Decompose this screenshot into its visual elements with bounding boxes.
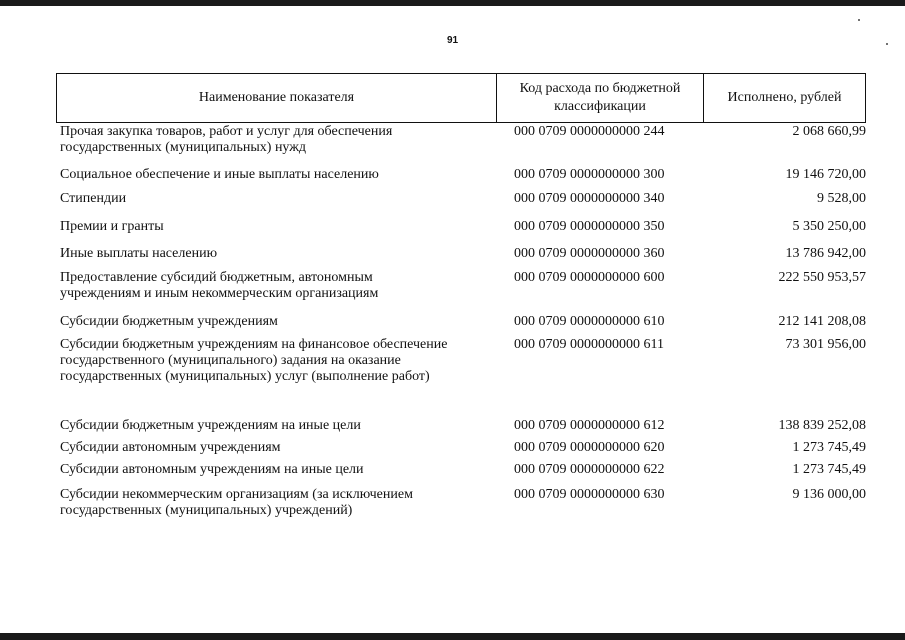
row-code: 000 0709 0000000000 612 xyxy=(514,418,665,433)
row-code: 000 0709 0000000000 340 xyxy=(514,191,665,206)
header-code: Код расхода по бюджетной классификации xyxy=(497,74,704,122)
row-amount: 212 141 208,08 xyxy=(778,314,866,329)
row-code: 000 0709 0000000000 630 xyxy=(514,487,665,502)
row-name: Субсидии бюджетным учреждениям на иные цели xyxy=(60,418,361,433)
row-name: Иные выплаты населению xyxy=(60,246,218,261)
scan-top-border xyxy=(0,0,905,6)
row-name: Субсидии бюджетным учреждениям на финансовое обеспечение государственного (муниципального) задания на оказание государственных (муниципальных) услуг (выполнение работ) xyxy=(60,337,448,384)
row-name: Субсидии некоммерческим организациям (за исключением государственных (муниципальных) учреждений) xyxy=(60,487,413,518)
row-amount: 73 301 956,00 xyxy=(785,337,866,352)
row-code: 000 0709 0000000000 610 xyxy=(514,314,665,329)
row-name: Субсидии автономным учреждениям на иные цели xyxy=(60,462,364,477)
page-number: 91 xyxy=(446,35,459,46)
scan-bottom-border xyxy=(0,633,905,640)
row-code: 000 0709 0000000000 350 xyxy=(514,219,665,234)
row-code: 000 0709 0000000000 360 xyxy=(514,246,665,261)
row-code: 000 0709 0000000000 611 xyxy=(514,337,664,352)
row-amount: 2 068 660,99 xyxy=(792,124,866,139)
row-code: 000 0709 0000000000 300 xyxy=(514,167,665,182)
row-name: Социальное обеспечение и иные выплаты населению xyxy=(60,167,379,182)
row-code: 000 0709 0000000000 244 xyxy=(514,124,665,139)
row-code: 000 0709 0000000000 600 xyxy=(514,270,665,285)
row-name: Субсидии автономным учреждениям xyxy=(60,440,281,455)
row-amount: 5 350 250,00 xyxy=(792,219,866,234)
row-amount: 1 273 745,49 xyxy=(792,462,866,477)
row-name: Субсидии бюджетным учреждениям xyxy=(60,314,278,329)
row-amount: 9 528,00 xyxy=(817,191,866,206)
row-name: Премии и гранты xyxy=(60,219,164,234)
header-amount: Исполнено, рублей xyxy=(727,90,842,105)
row-amount: 1 273 745,49 xyxy=(792,440,866,455)
header-name: Наименование показателя xyxy=(57,74,497,122)
row-name: Прочая закупка товаров, работ и услуг для обеспечения государственных (муниципальных) нужд xyxy=(60,124,393,155)
row-code: 000 0709 0000000000 622 xyxy=(514,462,665,477)
row-amount: 138 839 252,08 xyxy=(778,418,866,433)
row-amount: 222 550 953,57 xyxy=(778,270,866,285)
row-amount: 9 136 000,00 xyxy=(792,487,866,502)
row-amount: 13 786 942,00 xyxy=(785,246,866,261)
row-amount: 19 146 720,00 xyxy=(785,167,866,182)
scan-speck xyxy=(858,19,860,21)
row-code: 000 0709 0000000000 620 xyxy=(514,440,665,455)
row-name: Предоставление субсидий бюджетным, автономным учреждениям и иным некоммерческим организациям xyxy=(60,270,379,301)
table-header xyxy=(56,73,866,123)
row-name: Стипендии xyxy=(60,191,127,206)
